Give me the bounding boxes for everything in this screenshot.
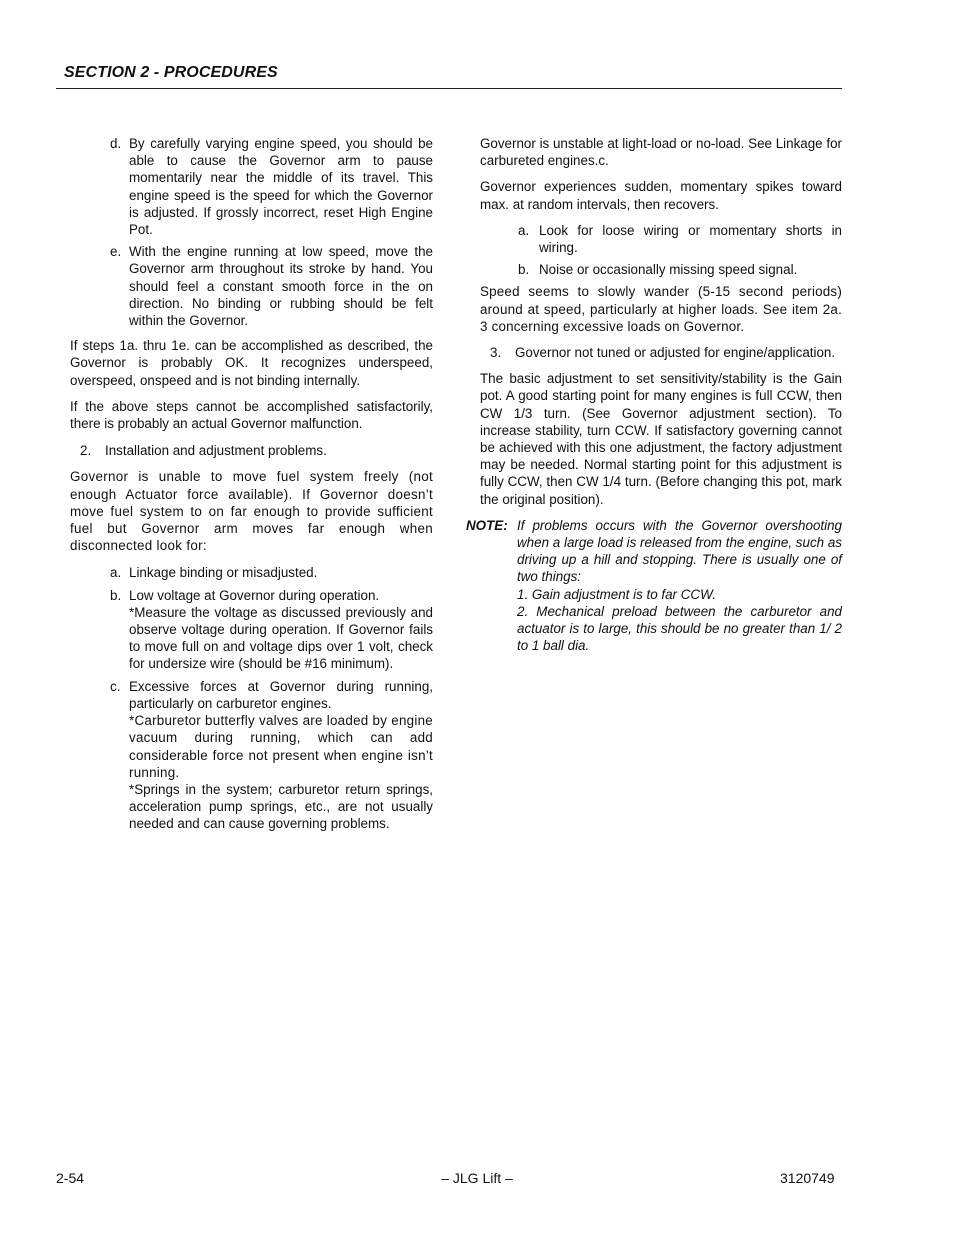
list-item-2 xyxy=(70,442,433,459)
list-marker: b. xyxy=(110,587,122,603)
paragraph: Governor is unstable at light-load or no-load. See Linkage for carbureted engines.c. xyxy=(480,136,842,169)
paragraph: Governor experiences sudden, momentary spikes toward max. at random intervals, then recovers. xyxy=(480,179,842,212)
page-number: 2-54 xyxy=(56,1170,85,1186)
list-item-text: Low voltage at Governor during operation. xyxy=(129,587,380,603)
list-item-b xyxy=(480,261,842,278)
list-item-subtext: *Measure the voltage as discussed previously and observe voltage during operation. If Governor fails to move full on and voltage dips over 1 volt, check for undersize wire (should be #16 minimum). xyxy=(129,604,433,672)
list-item-text: Installation and adjustment problems. xyxy=(105,443,327,459)
list-item-text: Linkage binding or misadjusted. xyxy=(129,565,318,581)
footer-brand: – JLG Lift – xyxy=(441,1170,513,1186)
paragraph: If steps 1a. thru 1e. can be accomplished as described, the Governor is probably OK. It recognizes underspeed, overspeed, onspeed and is not binding internally. xyxy=(70,338,433,388)
right-column xyxy=(466,135,842,654)
paragraph: The basic adjustment to set sensitivity/stability is the Gain pot. A good starting point for many engines is full CCW, then CW 1/3 turn. (See Governor adjustment section). To increase stability, turn CCW. If satisfactory governing cannot be achieved with this one adjustment, the factory adjustment may be needed. Normal starting point for this adjustment is fully CCW, then CW 1/4 turn. (Before changing this pot, mark the original position). xyxy=(480,371,842,507)
list-item-text: Excessive forces at Governor during running, particularly on carburetor engines. xyxy=(129,678,433,711)
list-item-3 xyxy=(480,344,842,361)
list-item-subtext: *Springs in the system; carburetor return springs, acceleration pump springs, etc., are not usually needed and can cause governing problems. xyxy=(129,781,433,832)
note-item: 2. Mechanical preload between the carburetor and actuator is to large, this should be no greater than 1/ 2 to 1 ball dia. xyxy=(517,603,842,654)
note-text: If problems occurs with the Governor overshooting when a large load is released from the engine, such as driving up a hill and stopping. There is usually one of two things: xyxy=(517,517,842,585)
paragraph: If the above steps cannot be accomplished satisfactorily, there is probably an actual Governor malfunction. xyxy=(70,398,433,432)
list-item-text: Governor not tuned or adjusted for engine/application. xyxy=(515,345,836,361)
list-item-a xyxy=(70,564,433,581)
section-title: SECTION 2 - PROCEDURES xyxy=(64,64,278,81)
note-label: NOTE: xyxy=(466,517,508,533)
left-column xyxy=(70,135,433,838)
list-marker: 2. xyxy=(80,443,92,459)
list-marker: b. xyxy=(518,262,530,278)
list-item-text: Noise or occasionally missing speed signal. xyxy=(539,262,798,278)
header-divider xyxy=(56,88,842,89)
list-item-c xyxy=(70,678,433,833)
list-marker: c. xyxy=(110,678,121,694)
list-item-text: By carefully varying engine speed, you should be able to cause the Governor arm to pause momentarily near the middle of its travel. This engine speed is the speed for which the Governor is adjusted. If grossly incorrect, reset High Engine Pot. xyxy=(129,136,433,238)
note-item: 1. Gain adjustment is to far CCW. xyxy=(517,586,716,602)
list-item-e xyxy=(70,243,433,329)
list-marker: a. xyxy=(518,222,530,238)
paragraph: Speed seems to slowly wander (5-15 second periods) around at speed, particularly at higher loads. See item 2a. 3 concerning excessive loads on Governor. xyxy=(480,284,842,334)
list-marker: d. xyxy=(110,136,122,151)
paragraph: Governor is unable to move fuel system freely (not enough Actuator force available). If Governor doesn’t move fuel system to on far enough to provide sufficient fuel but Governor arm moves far enough when disconnected look for: xyxy=(70,469,433,554)
list-marker: e. xyxy=(110,244,122,260)
note-block xyxy=(466,517,842,655)
list-item-text: Look for loose wiring or momentary shorts in wiring. xyxy=(539,222,842,256)
list-item-text: With the engine running at low speed, move the Governor arm throughout its stroke by hand. You should feel a constant smooth force in the on direction. No binding or rubbing should be felt within the Governor. xyxy=(129,244,433,329)
list-item-subtext: *Carburetor butterfly valves are loaded by engine vacuum during running, which can add considerable force not present when engine isn’t running. xyxy=(129,713,433,780)
list-item-b xyxy=(70,587,433,673)
document-number: 3120749 xyxy=(780,1170,835,1186)
list-marker: 3. xyxy=(490,345,502,361)
list-marker: a. xyxy=(110,565,122,581)
list-item-a xyxy=(480,222,842,256)
list-item-d xyxy=(70,135,433,238)
